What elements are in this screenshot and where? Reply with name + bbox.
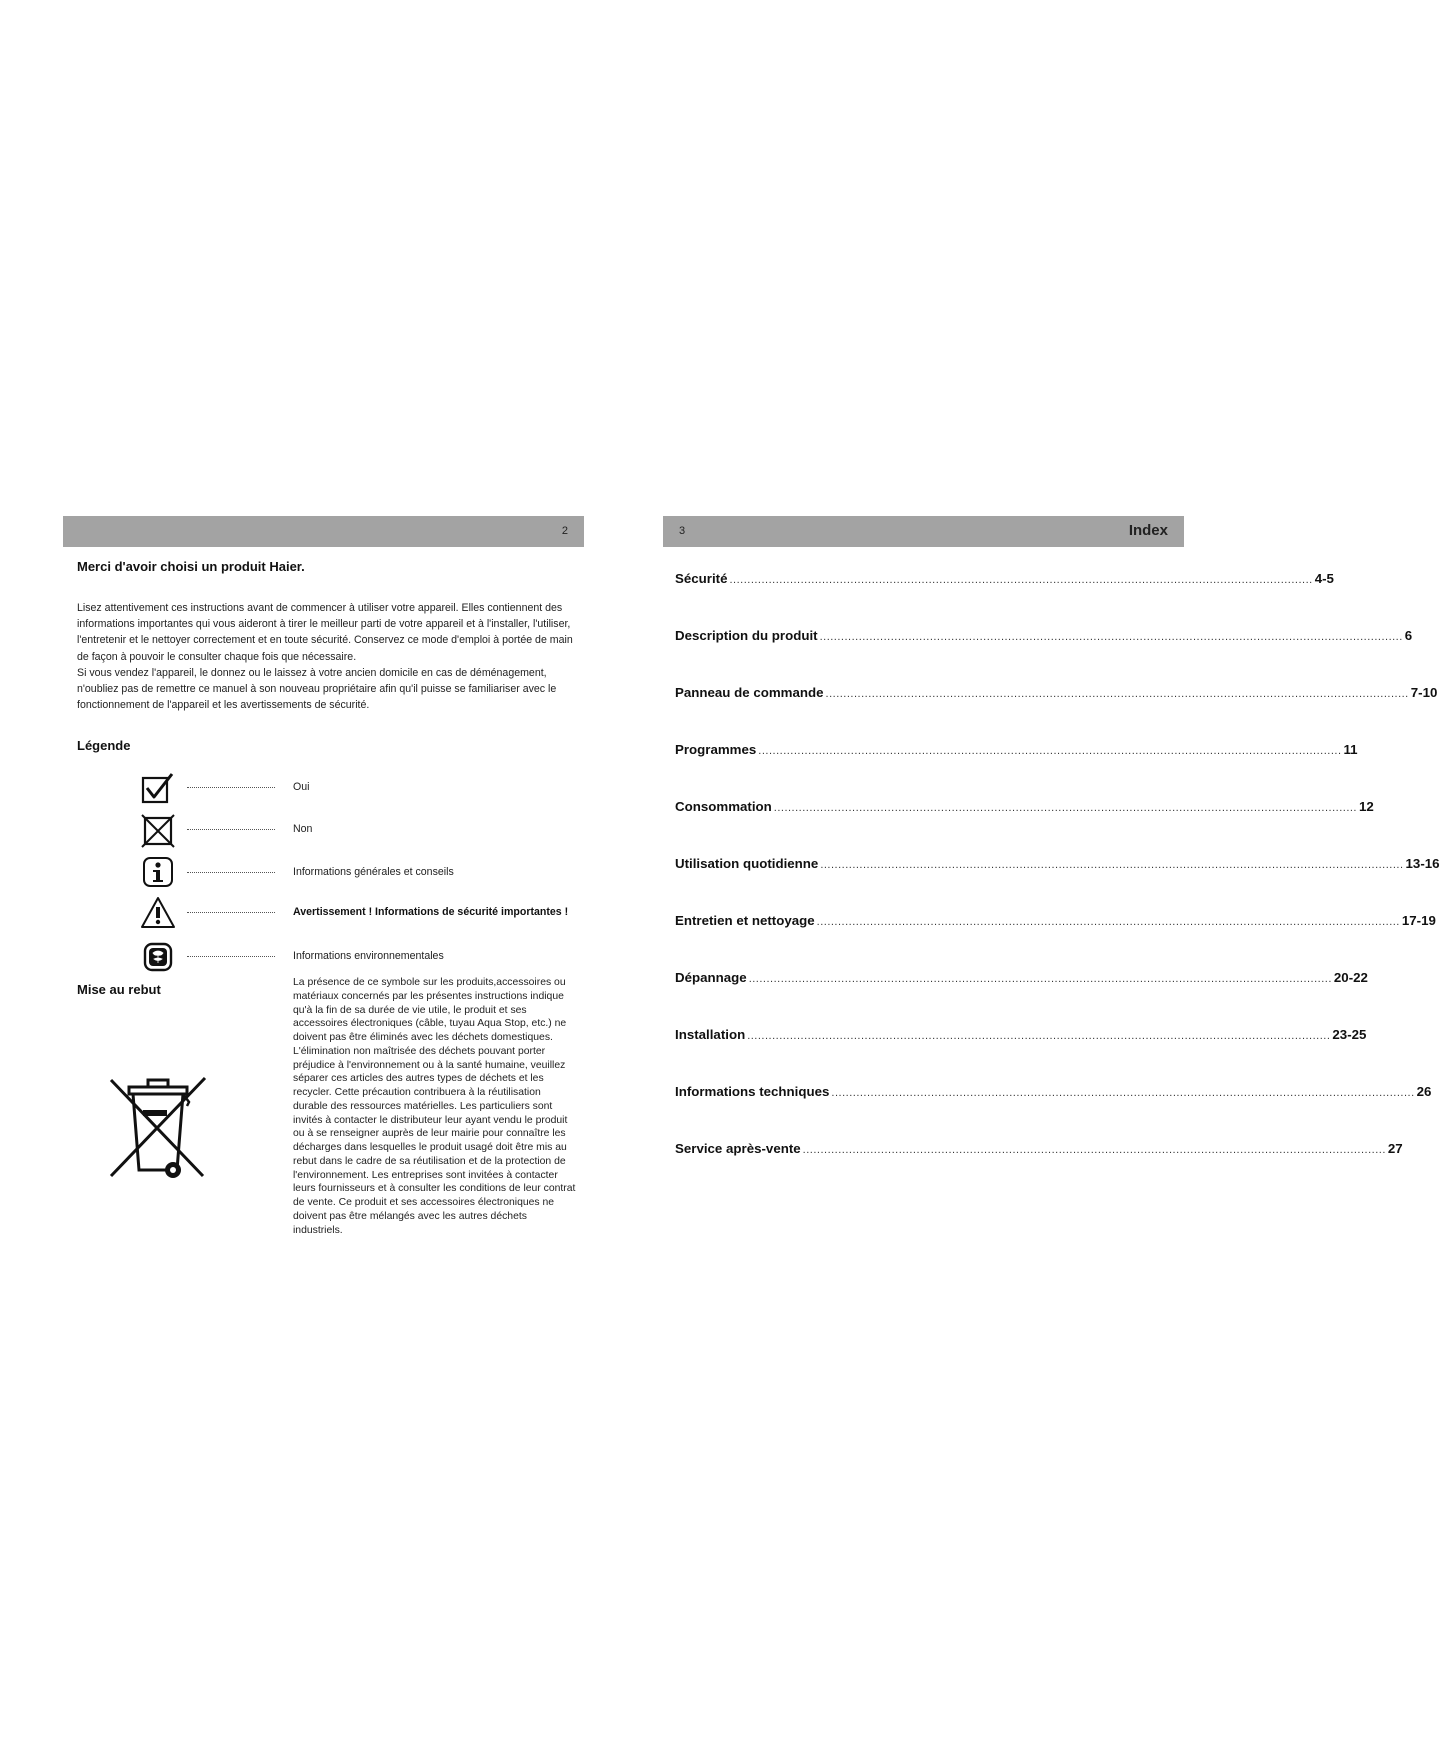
toc-entry-label: Entretien et nettoyage	[675, 913, 815, 928]
toc-leader-dots: ....................................................................................................................................................................	[773, 802, 1357, 814]
legend-text-info: Informations générales et conseils	[293, 866, 454, 878]
toc-leader-dots: ....................................................................................................................................................................	[747, 1030, 1331, 1042]
toc-entry-consommation[interactable]	[675, 799, 1374, 819]
legend-leader-dots	[187, 787, 275, 788]
crossed-bin-icon	[103, 1072, 213, 1184]
toc-entry-label: Consommation	[675, 799, 772, 814]
toc-entry-label: Description du produit	[675, 628, 818, 643]
right-page-header-bar	[663, 516, 1184, 547]
legend-leader-dots	[187, 912, 275, 913]
toc-entry-programmes[interactable]	[675, 742, 1358, 762]
toc-entry-label: Service après-vente	[675, 1141, 801, 1156]
intro-paragraph-1: Lisez attentivement ces instructions avant de commencer à utiliser votre appareil. Elles contiennent des informations importantes qui vous aideront à tirer le meilleur parti de votre appareil et à l'installer, l'utiliser, l'entretenir et le nettoyer correctement et en toute sécurité. Conservez ce mode d'emploi à portée de main de façon à pouvoir le consulter chaque fois que nécessaire.	[77, 602, 573, 663]
toc-leader-dots: ....................................................................................................................................................................	[816, 916, 1400, 928]
legend-leader-dots	[187, 829, 275, 830]
toc-entry-description-produit[interactable]	[675, 628, 1413, 648]
toc-entry-securite[interactable]	[675, 571, 1334, 591]
toc-entry-panneau-commande[interactable]	[675, 685, 1438, 705]
left-page	[63, 516, 584, 1236]
toc-entry-utilisation-quotidienne[interactable]	[675, 856, 1440, 876]
toc-entry-entretien-nettoyage[interactable]	[675, 913, 1436, 933]
toc-entry-label: Informations techniques	[675, 1084, 830, 1099]
toc-entry-pages: 26	[1416, 1084, 1432, 1099]
environment-icon	[141, 940, 175, 974]
toc-entry-informations-techniques[interactable]	[675, 1084, 1432, 1104]
toc-leader-dots: ....................................................................................................................................................................	[819, 631, 1403, 643]
legend-leader-dots	[187, 872, 275, 873]
toc-entry-pages: 20-22	[1333, 970, 1368, 985]
toc-entry-depannage[interactable]	[675, 970, 1368, 990]
toc-entry-label: Installation	[675, 1027, 746, 1042]
info-icon	[141, 855, 175, 889]
toc-entry-pages: 6	[1404, 628, 1413, 643]
toc-entry-label: Utilisation quotidienne	[675, 856, 819, 871]
toc-leader-dots: ....................................................................................................................................................................	[831, 1087, 1415, 1099]
toc-entry-pages: 12	[1359, 799, 1374, 814]
intro-paragraph-2: Si vous vendez l'appareil, le donnez ou le laissez à votre ancien domicile en cas de déménagement, n'oubliez pas de remettre ce manuel à son nouveau propriétaire afin qu'il puisse se familiariser avec le fonctionnement de l'appareil et les avertissements de sécurité.	[77, 666, 557, 712]
toc-entry-pages: 23-25	[1332, 1027, 1367, 1042]
legend-text-no: Non	[293, 823, 313, 835]
right-page-number: 3	[679, 525, 686, 537]
toc-leader-dots: ....................................................................................................................................................................	[802, 1144, 1386, 1156]
toc-leader-dots: ....................................................................................................................................................................	[729, 574, 1313, 586]
toc-entry-service-apres-vente[interactable]	[675, 1141, 1403, 1161]
toc-leader-dots: ....................................................................................................................................................................	[748, 973, 1332, 985]
toc-entry-pages: 17-19	[1401, 913, 1436, 928]
legend-leader-dots	[187, 956, 275, 957]
intro-text	[77, 600, 577, 713]
checkbox-crossed-icon	[141, 814, 175, 848]
toc-leader-dots: ....................................................................................................................................................................	[825, 688, 1409, 700]
index-title: Index	[1128, 522, 1168, 539]
legend-heading: Légende	[77, 738, 131, 753]
toc-leader-dots: ....................................................................................................................................................................	[758, 745, 1342, 757]
warning-icon	[141, 896, 175, 930]
toc-entry-label: Sécurité	[675, 571, 728, 586]
toc-entry-pages: 4-5	[1314, 571, 1334, 586]
legend-text-yes: Oui	[293, 781, 310, 793]
right-page	[663, 516, 1440, 1156]
disposal-heading: Mise au rebut	[77, 982, 161, 997]
welcome-heading: Merci d'avoir choisi un produit Haier.	[77, 559, 305, 574]
toc-entry-pages: 27	[1387, 1141, 1403, 1156]
toc-entry-pages: 13-16	[1405, 856, 1440, 871]
left-page-header-bar	[63, 516, 584, 547]
checkbox-checked-icon	[141, 772, 175, 806]
legend-text-environment: Informations environnementales	[293, 950, 444, 962]
left-page-number: 2	[561, 525, 568, 537]
toc-entry-installation[interactable]	[675, 1027, 1367, 1047]
toc-entry-label: Panneau de commande	[675, 685, 824, 700]
toc-entry-label: Programmes	[675, 742, 757, 757]
legend-text-warning: Avertissement ! Informations de sécurité importantes !	[293, 906, 569, 918]
disposal-text: La présence de ce symbole sur les produits,accessoires ou matériaux concernés par les présentes instructions indique qu'à la fin de sa durée de vie utile, le produit et ses accessoires électroniques (câble, tuyau Aqua Stop, etc.) ne doivent pas être éliminés avec les déchets domestiques. L'élimination non maîtrisée des déchets pouvant porter préjudice à l'environnement ou à la santé humaine, veuillez séparer ces articles des autres types de déchets et les recycler. Cette précaution contribuera à la réutilisation durable des ressources matérielles. Les particuliers sont invités à contacter le distributeur leur ayant vendu le produit ou à se renseigner auprès de leur mairie pour connaître les décharges dans lesquelles le produit usagé doit être mis au rebut dans le cadre de sa réutilisation et de la protection de l'environnement. Les entreprises sont invitées à contacter leurs fournisseurs et à consulter les conditions de leur contrat de vente. Ce produit et ses accessoires électroniques ne doivent pas être mélangés avec les autres déchets industriels.	[293, 977, 576, 1236]
toc-entry-label: Dépannage	[675, 970, 747, 985]
toc-entry-pages: 7-10	[1410, 685, 1438, 700]
toc-leader-dots: ....................................................................................................................................................................	[820, 859, 1404, 871]
toc-entry-pages: 11	[1343, 742, 1358, 757]
